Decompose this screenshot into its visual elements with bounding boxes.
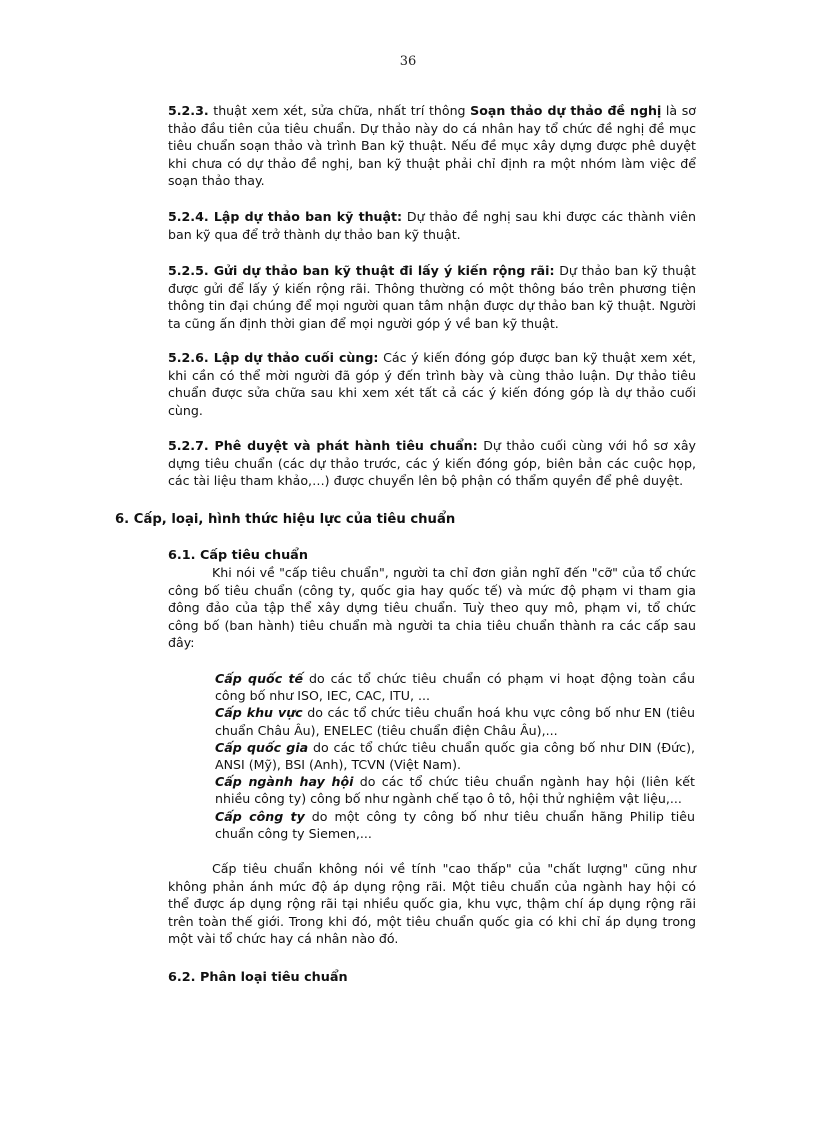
section-5-2-6-heading: 5.2.6. Lập dự thảo cuối cùng: xyxy=(168,350,379,365)
level-description: do các tổ chức tiêu chuẩn quốc gia công bố như DIN (Đức), ANSI (Mỹ), BSI (Anh), TCVN (Việt Nam). xyxy=(215,739,696,773)
section-5-2-5 xyxy=(168,262,696,332)
section-5-2-4-heading: 5.2.4. Lập dự thảo ban kỹ thuật: xyxy=(168,209,403,224)
section-5-2-3-text-pre: thuật xem xét, sửa chữa, nhất trí thông xyxy=(208,103,471,118)
level-item-industry xyxy=(215,773,695,807)
level-item-company xyxy=(215,808,695,842)
level-term: Cấp khu vực xyxy=(215,705,303,721)
section-6-1-heading: 6.1. Cấp tiêu chuẩn xyxy=(168,548,308,563)
section-5-2-3-bold-term: Soạn thảo dự thảo đề nghị xyxy=(470,103,662,118)
section-5-2-3-text-post: là sơ thảo đầu tiên của tiêu chuẩn. Dự thảo này do cá nhân hay tổ chức đề nghị đề mục tiêu chuẩn soạn thảo và trình Ban kỹ thuật. Nếu đề mục xây dựng được phê duyệt khi chưa có dự thảo đề nghị, ban kỹ thuật phải chỉ định ra một nhóm làm việc để soạn thảo thay. xyxy=(168,103,697,189)
section-5-2-7-heading: 5.2.7. Phê duyệt và phát hành tiêu chuẩn: xyxy=(168,438,478,453)
level-item-international xyxy=(215,670,695,704)
level-description: do các tổ chức tiêu chuẩn hoá khu vực công bố như EN (tiêu chuẩn Châu Âu), ENELEC (tiêu chuẩn điện Châu Âu),... xyxy=(215,705,695,738)
level-description: do các tổ chức tiêu chuẩn ngành hay hội (liên kết nhiều công ty) công bố như ngành chế tạo ô tô, hội thử nghiệm vật liệu,... xyxy=(215,774,695,807)
standard-levels-list xyxy=(215,670,695,842)
section-5-2-7 xyxy=(168,437,696,490)
section-5-2-3-heading: 5.2.3. xyxy=(168,103,209,118)
section-5-2-5-heading: 5.2.5. Gửi dự thảo ban kỹ thuật đi lấy ý kiến rộng rãi: xyxy=(168,263,555,278)
page-number: 36 xyxy=(399,54,417,69)
level-description: do một công ty công bố như tiêu chuẩn hãng Philip tiêu chuẩn công ty Siemen,... xyxy=(215,808,695,841)
level-item-regional xyxy=(215,704,695,738)
section-5-2-6 xyxy=(168,349,696,419)
section-5-2-7-text: Dự thảo cuối cùng với hồ sơ xây dựng tiêu chuẩn (các dự thảo trước, các ý kiến đóng góp, biên bản các cuộc họp, các tài liệu tham khảo,…) được chuyển lên bộ phận có thẩm quyền để phê duyệt. xyxy=(168,438,696,489)
section-5-2-3 xyxy=(168,102,696,190)
level-description: do các tổ chức tiêu chuẩn có phạm vi hoạt động toàn cầu công bố như ISO, IEC, CAC, ITU, ... xyxy=(215,671,696,704)
level-term: Cấp quốc gia xyxy=(215,739,309,755)
section-6-2-heading: 6.2. Phân loại tiêu chuẩn xyxy=(168,970,348,985)
level-item-national xyxy=(215,739,695,773)
level-term: Cấp công ty xyxy=(215,808,305,824)
section-5-2-4 xyxy=(168,208,696,243)
section-5-2-5-text: Dự thảo ban kỹ thuật được gửi để lấy ý kiến rộng rãi. Thông thường có một thông báo trên phương tiện thông tin đại chúng để mọi người quan tâm nhận được dự thảo ban kỹ thuật. Người ta cũng ấn định thời gian để mọi người góp ý về ban kỹ thuật. xyxy=(168,263,696,331)
section-6-heading: 6. Cấp, loại, hình thức hiệu lực của tiêu chuẩn xyxy=(115,512,456,527)
section-6-1-closing: Cấp tiêu chuẩn không nói về tính "cao thấp" của "chất lượng" cũng như không phản ánh mức độ áp dụng rộng rãi. Một tiêu chuẩn của ngành hay hội có thể được áp dụng rộng rãi tại nhiều quốc gia, khu vực, thậm chí áp dụng rộng rãi trên toàn thế giới. Trong khi đó, một tiêu chuẩn quốc gia có khi chỉ áp dụng trong một vài tổ chức hay cá nhân nào đó. xyxy=(168,861,696,947)
section-5-2-6-text: Các ý kiến đóng góp được ban kỹ thuật xem xét, khi cần có thể mời người đã góp ý đến trình bày và cùng thảo luận. Dự thảo tiêu chuẩn được sửa chữa sau khi xem xét tất cả các ý kiến đóng góp là dự thảo cuối cùng. xyxy=(168,350,696,418)
level-term: Cấp ngành hay hội xyxy=(215,774,354,790)
section-5-2-4-text: Dự thảo đề nghị sau khi được các thành viên ban kỹ qua để trở thành dự thảo ban kỹ thuật. xyxy=(168,209,696,242)
level-term: Cấp quốc tế xyxy=(215,671,304,686)
section-6-1-intro: Khi nói về "cấp tiêu chuẩn", người ta chỉ đơn giản nghĩ đến "cỡ" của tổ chức công bố tiêu chuẩn (công ty, quốc gia hay quốc tế) và mức độ phạm vi tham gia đông đảo của tập thể xây dựng tiêu chuẩn. Tuỳ theo quy mô, phạm vi, tổ chức công bố (ban hành) tiêu chuẩn mà người ta chia tiêu chuẩn thành ra các cấp sau đây: xyxy=(168,565,696,651)
